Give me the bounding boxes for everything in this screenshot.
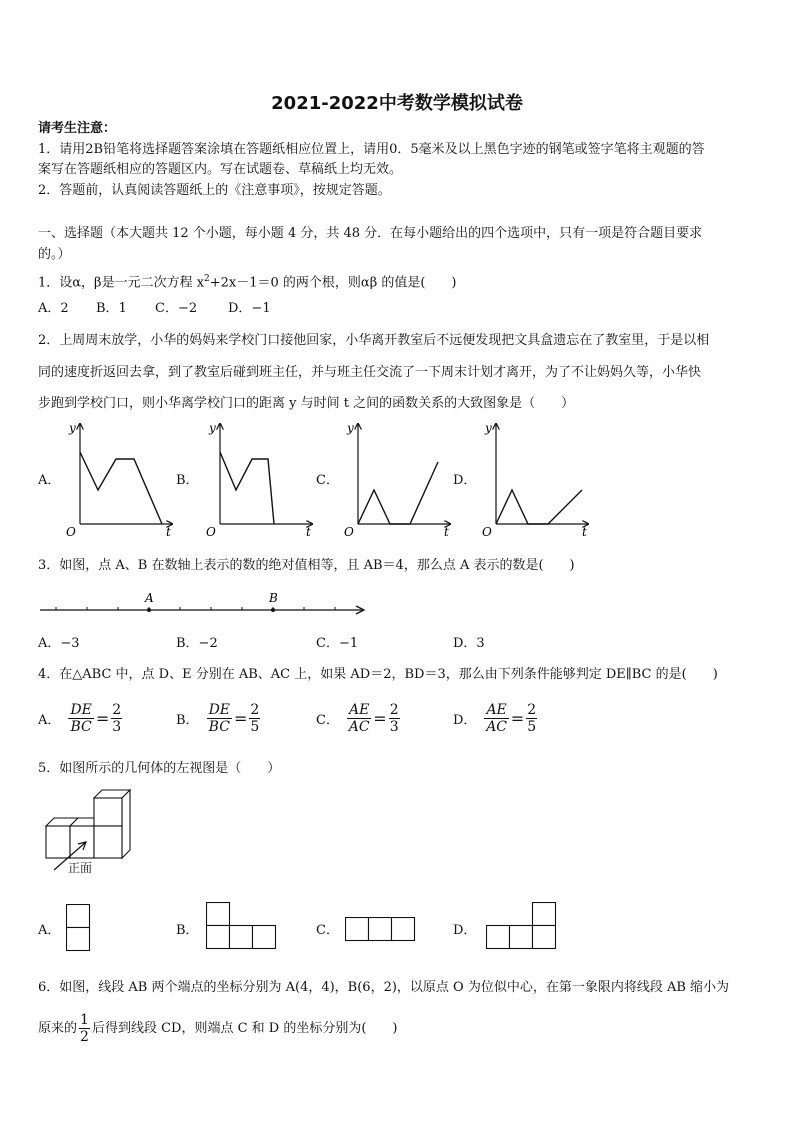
origin-label: O — [66, 525, 76, 539]
question-2-line-1: 2．上周周末放学，小华的妈妈来学校门口接他回家，小华离开教室后不远便发现把文具盒遗忘在了教室里，于是以相 — [38, 333, 710, 348]
q3-option-a: A．−3 — [38, 636, 80, 651]
y-label: y — [347, 421, 354, 435]
t-label: t — [444, 525, 449, 539]
frac-den: BC — [208, 719, 230, 735]
q2-option-c-label: C． — [316, 473, 339, 488]
q5-option-c-label: C． — [316, 923, 339, 938]
notice-heading: 请考生注意： — [38, 121, 117, 136]
frac-num: 1 — [80, 1012, 89, 1028]
q4-option-d-label: D． — [453, 713, 477, 728]
frac-num: 2 — [527, 702, 537, 718]
q4-option-c — [316, 702, 400, 735]
q4-option-a-lhs — [68, 702, 93, 735]
origin-label: O — [206, 525, 216, 539]
frac-den: AC — [348, 719, 370, 735]
q2-option-a-label: A． — [38, 473, 61, 488]
section-heading-line-2: 的。） — [38, 247, 71, 262]
frac-num: 2 — [389, 702, 399, 718]
q2-graph-b — [200, 418, 320, 540]
q1-option-d: D．−1 — [228, 301, 271, 316]
equals-sign: = — [234, 709, 248, 728]
section-heading-line-1: 一、选择题（本大题共 12 个小题，每小题 4 分，共 48 分．在每小题给出的四个选项中，只有一项是符合题目要求 — [38, 226, 703, 241]
q4-option-c-rhs — [389, 702, 400, 735]
point-a — [147, 608, 151, 612]
t-label: t — [166, 525, 171, 539]
frac-den: 5 — [250, 719, 260, 735]
q4-option-d-rhs — [526, 702, 537, 735]
notice-line-1a: 1．请用2B铅笔将选择题答案涂填在答题纸相应位置上，请用0．5毫米及以上黑色字迹的钢笔或签字笔将主观题的答 — [38, 142, 705, 157]
graph-line — [220, 452, 274, 524]
frac-den: 5 — [527, 719, 537, 735]
q4-option-c-label: C． — [316, 713, 339, 728]
frac-num: 2 — [112, 702, 122, 718]
frac-num: DE — [70, 702, 92, 718]
q2-option-d-label: D． — [453, 473, 477, 488]
graph-line — [358, 462, 438, 524]
q2-option-b-label: B． — [176, 473, 199, 488]
graph-line — [496, 490, 582, 524]
q4-option-a — [38, 702, 122, 735]
question-2-line-2: 同的速度折返回去拿，到了教室后碰到班主任，并与班主任交流了一下周末计划才离开，为了不让妈妈久等，小华快 — [38, 365, 702, 380]
frac-den: AC — [486, 719, 508, 735]
frac-den: 3 — [112, 719, 122, 735]
question-6-line-2 — [38, 1012, 397, 1046]
question-4-stem: 4．在△ABC 中，点 D、E 分别在 AB、AC 上，如果 AD＝2，BD＝3，那么由下列条件能够判定 DE∥BC 的是( ) — [38, 667, 718, 682]
q1-option-b: B．1 — [96, 301, 127, 316]
t-label: t — [306, 525, 311, 539]
q6-fraction — [79, 1012, 90, 1045]
y-label: y — [485, 421, 492, 435]
y-label: y — [69, 421, 76, 435]
q5-option-a-view — [66, 904, 92, 954]
q4-option-a-rhs — [111, 702, 122, 735]
notice-line-2: 2．答题前，认真阅读答题纸上的《注意事项》，按规定答题。 — [38, 183, 391, 198]
q4-option-d — [453, 702, 537, 735]
frac-den: BC — [70, 719, 92, 735]
q4-option-c-lhs — [347, 702, 371, 735]
q6-line2-pre: 原来的 — [38, 1021, 78, 1036]
equals-sign: = — [510, 709, 525, 728]
question-5-stem: 5．如图所示的几何体的左视图是（ ） — [38, 761, 281, 776]
q1-stem-post: +2x－1＝0 的两个根，则αβ 的值是( ) — [209, 275, 457, 291]
question-1-stem — [38, 269, 457, 293]
q3-option-b: B．−2 — [176, 636, 218, 651]
y-label: y — [209, 421, 216, 435]
q5-solid-figure — [40, 784, 150, 880]
q2-graph-c — [338, 418, 458, 540]
q1-option-a: A．2 — [38, 301, 69, 316]
page-title: 2021-2022中考数学模拟试卷 — [271, 93, 523, 114]
notice-line-1b: 案写在答题纸相应的答题区内。写在试题卷、草稿纸上均无效。 — [38, 162, 403, 177]
q3-option-c: C．−1 — [316, 636, 359, 651]
front-view-label: 正面 — [68, 861, 93, 875]
q4-option-b-rhs — [249, 702, 260, 735]
q4-option-a-label: A． — [38, 713, 61, 728]
q1-stem-pre: 1．设α，β是一元二次方程 x — [38, 275, 205, 291]
point-b-label: B — [269, 591, 278, 605]
frac-num: DE — [208, 702, 231, 718]
q5-option-d-label: D． — [453, 923, 477, 938]
origin-label: O — [482, 525, 492, 539]
point-a-label: A — [145, 591, 154, 605]
q1-option-c: C．−2 — [155, 301, 198, 316]
q4-option-b-label: B． — [176, 713, 199, 728]
frac-num: AE — [348, 702, 370, 718]
q2-graph-d — [476, 418, 596, 540]
frac-den: 3 — [389, 719, 399, 735]
origin-label: O — [344, 525, 354, 539]
top-cube-front-face — [94, 798, 122, 826]
left-cube-front-face — [46, 826, 70, 858]
question-6-line-1: 6．如图，线段 AB 两个端点的坐标分别为 A(4，4)，B(6，2)，以原点 O 为位似中心，在第一象限内将线段 AB 缩小为 — [38, 980, 730, 995]
q1-stem-sup: 2 — [204, 274, 210, 284]
frac-den: 2 — [80, 1029, 89, 1045]
q5-option-d-view — [486, 902, 560, 952]
right-cube-front-face — [94, 826, 122, 858]
q5-option-a-label: A． — [38, 923, 61, 938]
equals-sign: = — [373, 709, 387, 728]
frac-num: AE — [486, 702, 507, 718]
q5-option-b-label: B． — [176, 923, 199, 938]
q3-number-line — [40, 588, 370, 618]
equals-sign: = — [95, 709, 110, 728]
q4-option-b — [176, 702, 260, 735]
t-label: t — [582, 525, 587, 539]
question-2-line-3: 步跑到学校门口，则小华离学校门口的距离 y 与时间 t 之间的函数关系的大致图象是（ ） — [38, 396, 575, 411]
frac-num: 2 — [250, 702, 260, 718]
q6-line2-post: 后得到线段 CD，则端点 C 和 D 的坐标分别为( ) — [91, 1021, 398, 1036]
q5-option-c-view — [345, 917, 419, 943]
q4-option-b-lhs — [207, 702, 232, 735]
q5-option-b-view — [206, 902, 280, 952]
q2-graph-a — [60, 418, 180, 540]
q4-option-d-lhs — [484, 702, 508, 735]
question-3-stem: 3．如图，点 A、B 在数轴上表示的数的绝对值相等，且 AB＝4，那么点 A 表示的数是( ) — [38, 558, 575, 573]
point-b — [271, 608, 275, 612]
right-side-face — [122, 790, 130, 858]
q3-option-d: D．3 — [453, 636, 485, 651]
graph-line — [80, 452, 162, 524]
